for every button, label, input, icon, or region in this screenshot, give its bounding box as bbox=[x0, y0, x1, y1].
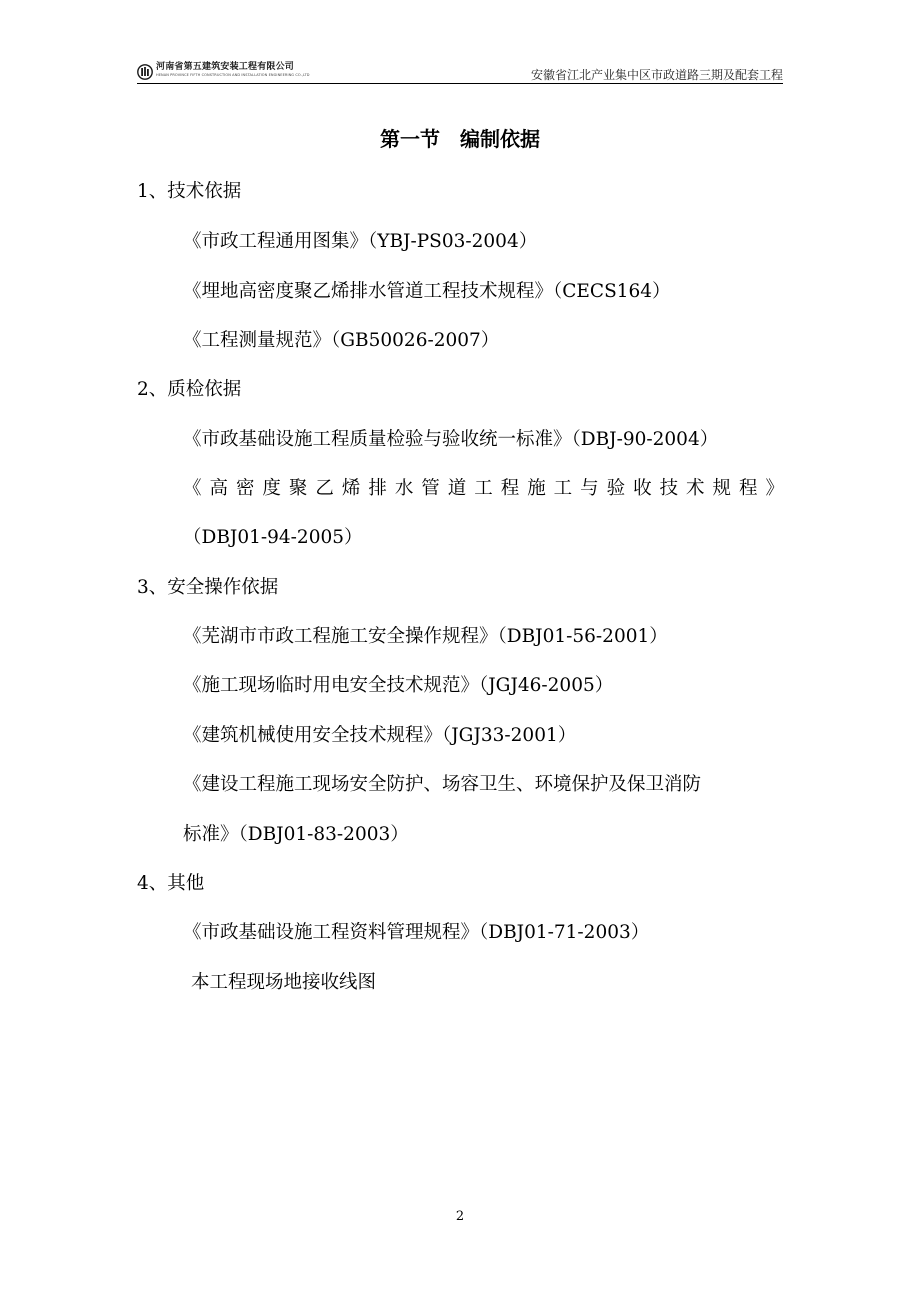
list-item: 《市政基础设施工程质量检验与验收统一标准》（DBJ-90-2004） bbox=[183, 429, 719, 450]
header-rule bbox=[137, 83, 783, 84]
list-item: 《施工现场临时用电安全技术规范》（JGJ46-2005） bbox=[183, 675, 614, 696]
company-logo bbox=[137, 62, 310, 84]
section-title: 第一节 编制依据 bbox=[380, 127, 540, 151]
list-item: 《芜湖市市政工程施工安全操作规程》（DBJ01-56-2001） bbox=[183, 626, 668, 647]
section-heading: 4、其他 bbox=[137, 873, 205, 894]
list-item: 本工程现场地接收线图 bbox=[191, 972, 377, 993]
project-name: 安徽省江北产业集中区市政道路三期及配套工程 bbox=[530, 68, 783, 82]
company-name-cn: 河南省第五建筑安装工程有限公司 bbox=[156, 62, 295, 72]
section-heading: 3、安全操作依据 bbox=[137, 577, 279, 598]
page-number: 2 bbox=[455, 1209, 465, 1224]
list-item: 《埋地高密度聚乙烯排水管道工程技术规程》（CECS164） bbox=[183, 281, 671, 302]
list-item: 《市政基础设施工程资料管理规程》（DBJ01-71-2003） bbox=[183, 922, 650, 943]
section-heading: 1、技术依据 bbox=[137, 181, 242, 202]
list-item: （DBJ01-94-2005） bbox=[183, 527, 363, 548]
company-logo-icon bbox=[137, 64, 153, 80]
list-item: 《建设工程施工现场安全防护、场容卫生、环境保护及保卫消防 bbox=[183, 774, 702, 795]
list-item: 《市政工程通用图集》（YBJ-PS03-2004） bbox=[183, 231, 538, 252]
company-name-en: HENAN PROVINCE FIFTH CONSTRUCTION AND INSTALLATION ENGINEERING CO.,LTD bbox=[156, 73, 310, 77]
list-item: 《高密度聚乙烯排水管道工程施工与验收技术规程》 bbox=[183, 478, 784, 499]
list-item: 《建筑机械使用安全技术规程》（JGJ33-2001） bbox=[183, 725, 577, 746]
list-item: 标准》（DBJ01-83-2003） bbox=[183, 824, 409, 845]
section-heading: 2、质检依据 bbox=[137, 379, 242, 400]
list-item: 《工程测量规范》（GB50026-2007） bbox=[183, 330, 500, 351]
